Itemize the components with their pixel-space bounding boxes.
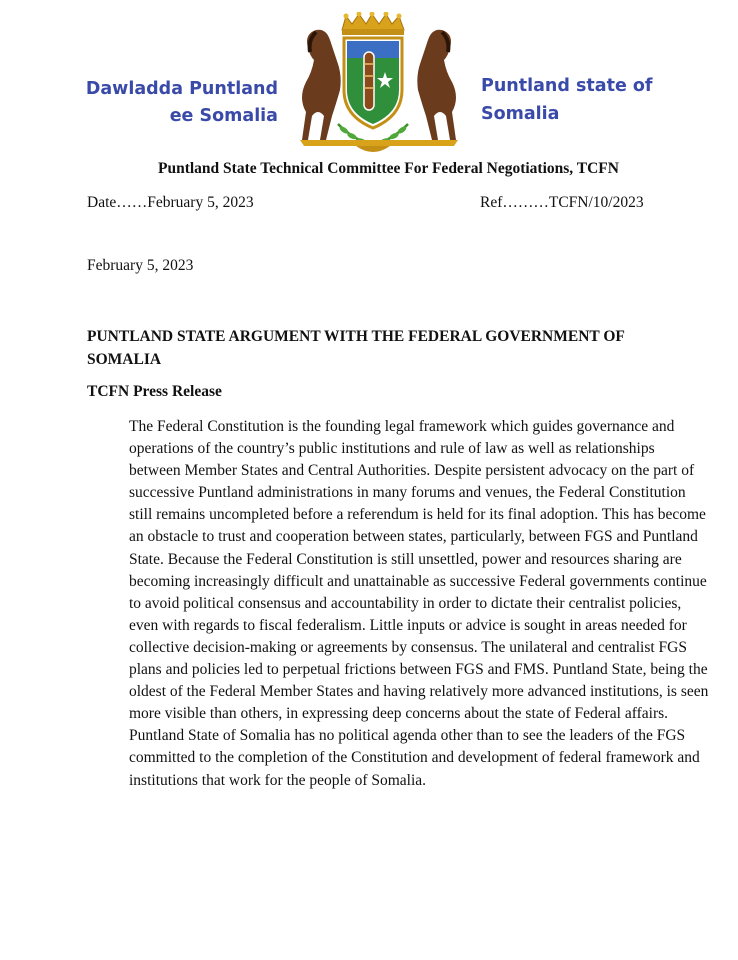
header-right-line2: Somalia [481, 104, 560, 124]
header-left-line1: Dawladda Puntland [85, 79, 278, 99]
shield-icon [344, 38, 402, 128]
reference-field: Ref………TCFN/10/2023 [480, 194, 644, 211]
ribbon-icon [300, 140, 458, 152]
header-right-line1: Puntland state of [481, 76, 653, 96]
press-release-label: TCFN Press Release [87, 383, 222, 400]
document-heading: PUNTLAND STATE ARGUMENT WITH THE FEDERAL GOVERNMENT OF SOMALIA [87, 328, 625, 368]
header-right [481, 72, 681, 128]
left-horse-icon [302, 30, 341, 140]
body-paragraph: The Federal Constitution is the founding legal framework which guides governance and operations of the country’s public institutions and rule of law as well as relationships between Member States and Central Authorities. Despite persistent advocacy on the part of successive Puntland administrations in many forums and venues, the Federal Constitution still remains uncompleted before a referendum is held for its final adoption. This has become an obstacle to trust and cooperation between states, particularly, between FGS and Puntland State. Because the Federal Constitution is still unsettled, power and resources sharing are becoming increasingly difficult and unattainable as successive Federal governments continue to avoid political consensus and accountability in order to dictate their centralist policies, even with regards to fiscal federalism. Little inputs or advice is sought in areas needed for collective decision-making or agreements by consensus. The unilateral and centralist FGS plans and policies led to perpetual frictions between FGS and FMS. Puntland State, being the oldest of the Federal Member States and having relatively more advanced institutions, is seen more visible than others, in expressing deep concerns about the state of Federal affairs. Puntland State of Somalia has no political agenda other than to see the leaders of the FGS committed to the completion of the Constitution and development of federal framework and institutions that work for the people of Somalia. [129, 418, 709, 789]
committee-title: Puntland State Technical Committee For Federal Negotiations, TCFN [158, 160, 619, 177]
letter-date: February 5, 2023 [87, 257, 194, 274]
puntland-coat-of-arms [286, 12, 472, 160]
header-left-line2: ee Somalia [169, 106, 278, 126]
header-left [66, 76, 278, 130]
crown-icon [342, 12, 404, 35]
right-horse-icon [417, 30, 456, 140]
date-field: Date……February 5, 2023 [87, 194, 254, 211]
